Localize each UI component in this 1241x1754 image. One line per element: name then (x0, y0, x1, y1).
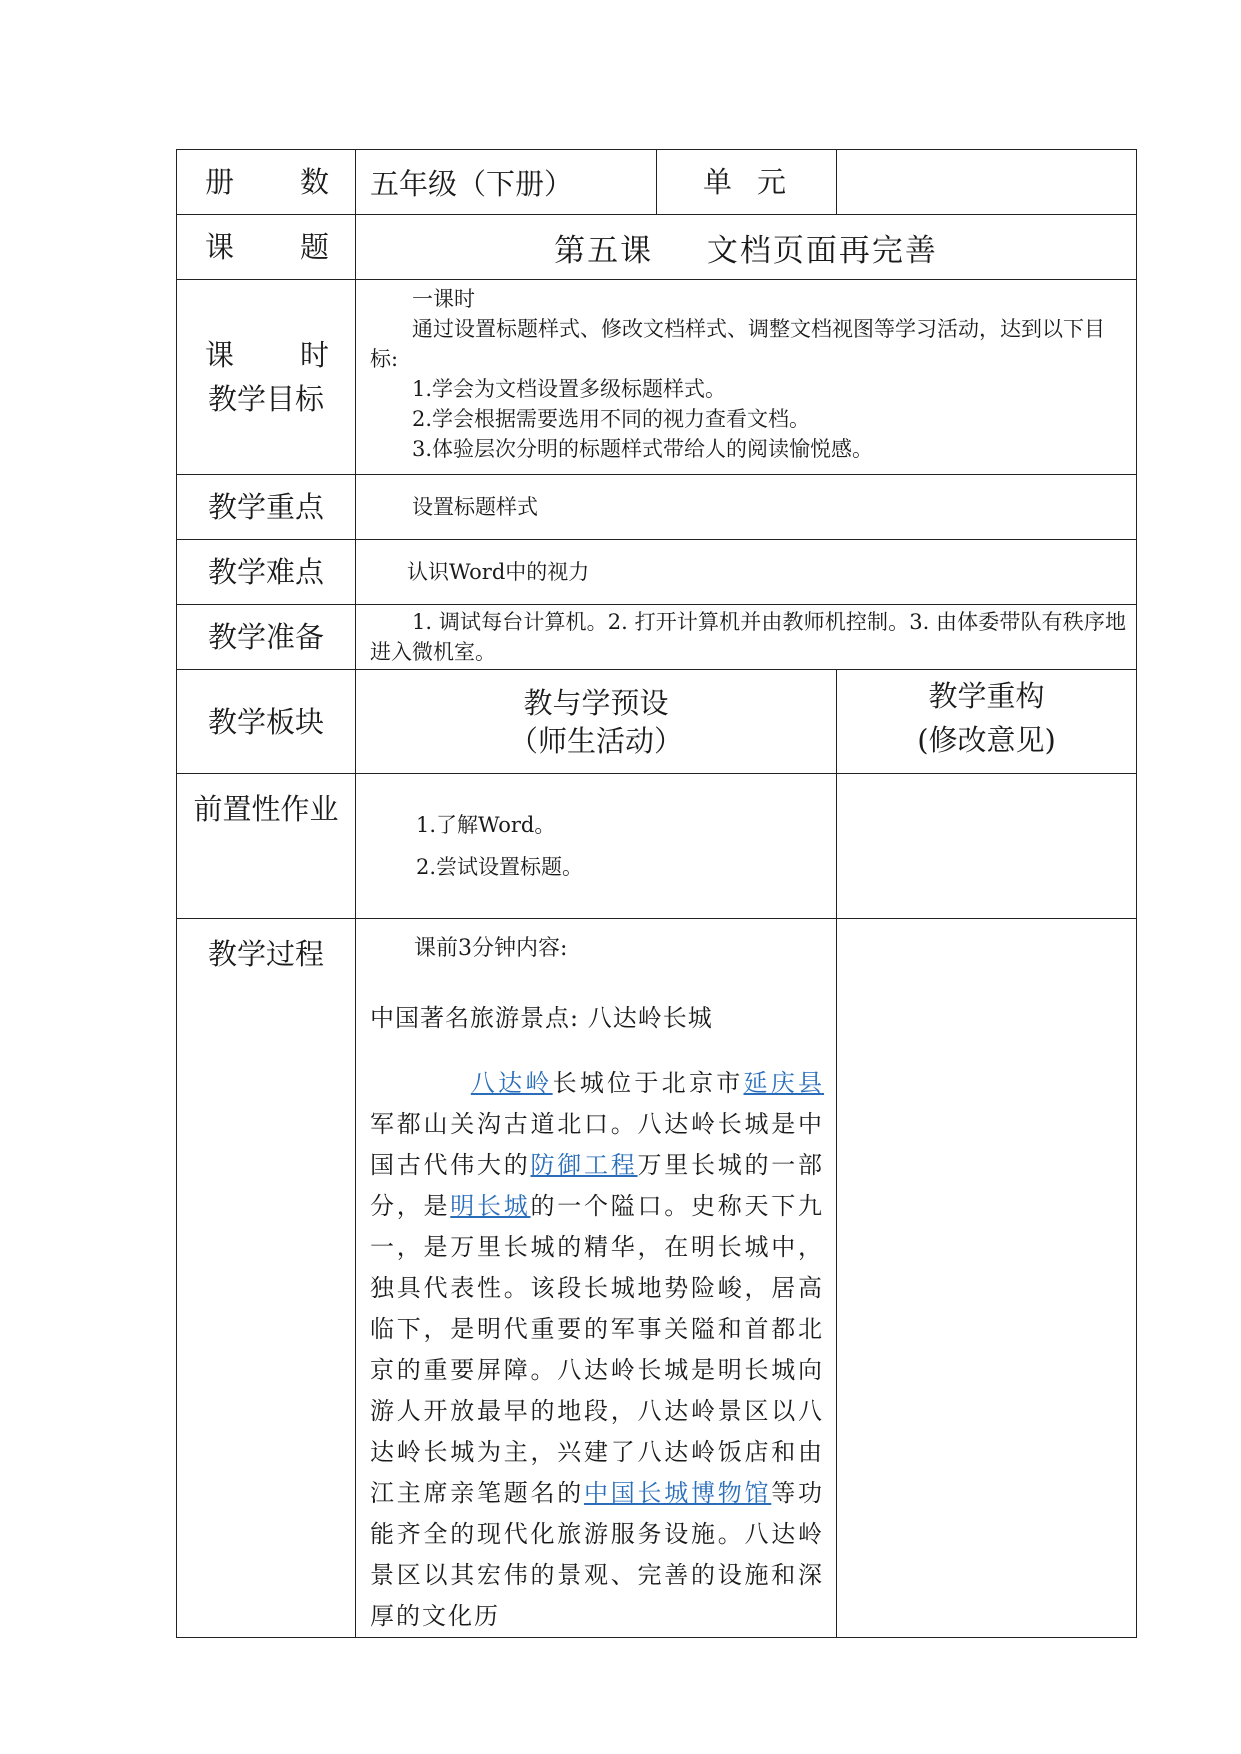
topic-label-cell (177, 215, 356, 280)
topic-label-a: 课 (205, 230, 235, 264)
row-section-header (177, 670, 1137, 774)
hyperlink[interactable]: 延庆县 (743, 1069, 825, 1097)
objectives-label: 教学目标 (207, 382, 324, 416)
process-content-cell (356, 919, 837, 1638)
key-point-label: 教学重点 (207, 490, 324, 524)
scenic-paragraph (370, 1063, 824, 1637)
volume-value: 五年级（下册） (370, 166, 574, 201)
objectives-content-cell (356, 280, 1137, 475)
difficulty-label: 教学难点 (207, 555, 324, 589)
preparation-value: 1. 调试每台计算机。2. 打开计算机并由教师机控制。3. 由体委带队有秩序地进入微机室。 (370, 610, 1127, 664)
preparation-value-cell (356, 605, 1137, 670)
objective-line: 2.学会根据需要选用不同的视力查看文档。 (412, 407, 811, 431)
row-volume (177, 150, 1137, 215)
paragraph-text: 等功能齐全的现代化旅游服务设施。八达岭景区以其宏伟的景观、完善的设施和深厚的文化历 (370, 1479, 825, 1630)
homework-item: 2.尝试设置标题。 (416, 855, 584, 879)
hyperlink[interactable]: 明长城 (450, 1192, 531, 1220)
hyperlink[interactable]: 八达岭 (470, 1069, 553, 1097)
topic-label-b: 题 (299, 230, 329, 264)
period-label-b: 时 (299, 338, 329, 372)
volume-label-cell (177, 150, 356, 215)
paragraph-text: 军都山关沟古道北口。八达岭长城是中国古代伟大的 (370, 1110, 825, 1179)
paragraph-text: 长城位于北京市 (552, 1069, 744, 1097)
objective-line: 一课时 (412, 287, 475, 311)
presets-header-line2: （师生活动） (509, 723, 684, 758)
restructure-header-cell (837, 670, 1137, 774)
presets-header-line1: 教与学预设 (523, 685, 669, 720)
objective-line: 1.学会为文档设置多级标题样式。 (412, 377, 727, 401)
process-label: 教学过程 (207, 937, 324, 971)
presets-header-cell (356, 670, 837, 774)
unit-label-cell (657, 150, 837, 215)
hyperlink[interactable]: 中国长城博物馆 (584, 1479, 772, 1507)
lesson-title: 文档页面再完善 (706, 232, 938, 269)
process-notes-cell (837, 919, 1137, 1638)
objective-line: 通过设置标题样式、修改文档样式、调整文档视图等学习活动，达到以下目标: (370, 317, 1105, 371)
row-topic (177, 215, 1137, 280)
row-homework (177, 774, 1137, 919)
homework-item: 1.了解Word。 (416, 813, 556, 837)
key-point-value-cell (356, 475, 1137, 540)
process-intro: 课前3分钟内容: (414, 936, 568, 961)
hyperlink[interactable]: 防御工程 (530, 1151, 638, 1179)
difficulty-value-cell (356, 540, 1137, 605)
preparation-label: 教学准备 (207, 620, 324, 654)
process-label-cell (177, 919, 356, 1638)
difficulty-value: 认识Word中的视力 (407, 560, 590, 584)
unit-label-b: 元 (757, 165, 787, 199)
process-heading: 中国著名旅游景点: 八达岭长城 (370, 1004, 713, 1032)
key-point-value: 设置标题样式 (412, 495, 538, 519)
restructure-header-line1: 教学重构 (928, 679, 1045, 713)
row-objectives (177, 280, 1137, 475)
lesson-number: 第五课 (554, 232, 654, 269)
topic-value-cell (356, 215, 1137, 280)
row-difficulty (177, 540, 1137, 605)
unit-value-cell (837, 150, 1137, 215)
volume-label-a: 册 (205, 165, 235, 199)
row-key-point (177, 475, 1137, 540)
paragraph-text: 万里长城的一部分，是 (370, 1151, 825, 1220)
row-preparation (177, 605, 1137, 670)
difficulty-label-cell (177, 540, 356, 605)
key-point-label-cell (177, 475, 356, 540)
homework-label: 前置性作业 (193, 792, 339, 826)
restructure-header-line2: (修改意见) (917, 723, 1056, 757)
section-label-cell (177, 670, 356, 774)
row-process (177, 919, 1137, 1638)
objectives-label-cell (177, 280, 356, 475)
homework-content-cell (356, 774, 837, 919)
unit-label-a: 单 (703, 165, 733, 199)
lesson-plan-table (176, 149, 1137, 1638)
section-label: 教学板块 (207, 704, 324, 739)
preparation-label-cell (177, 605, 356, 670)
homework-notes-cell (837, 774, 1137, 919)
volume-value-cell (356, 150, 657, 215)
volume-label-b: 数 (299, 165, 329, 199)
homework-label-cell (177, 774, 356, 919)
paragraph-text: 的一个隘口。史称天下九一，是万里长城的精华，在明长城中，独具代表性。该段长城地势险峻，居高临下，是明代重要的军事关隘和首都北京的重要屏障。八达岭长城是明长城向游人开放最早的地段，八达岭景区以八达岭长城为主，兴建了八达岭饭店和由江主席亲笔题名的 (370, 1192, 825, 1507)
period-label-a: 课 (205, 338, 235, 372)
objective-line: 3.体验层次分明的标题样式带给人的阅读愉悦感。 (412, 437, 874, 461)
